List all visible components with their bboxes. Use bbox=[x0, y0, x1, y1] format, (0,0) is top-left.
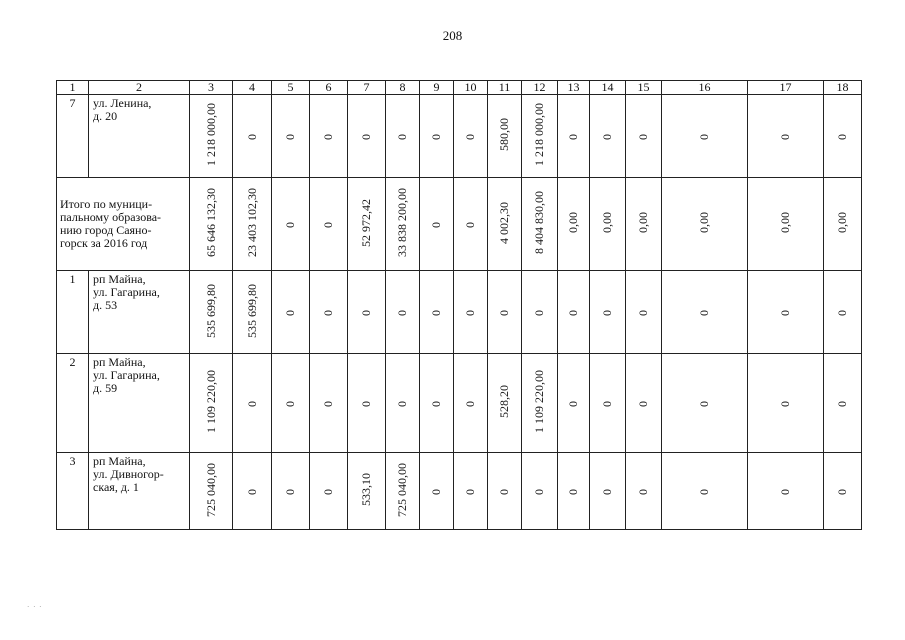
cell-value: 725 040,00 bbox=[203, 462, 218, 517]
column-header: 14 bbox=[590, 81, 626, 95]
value-cell bbox=[420, 453, 454, 530]
cell-value: 0 bbox=[463, 309, 477, 316]
value-cell bbox=[233, 271, 272, 354]
cell-value: 0 bbox=[600, 133, 614, 140]
value-cell bbox=[662, 453, 748, 530]
value-cell bbox=[626, 271, 662, 354]
cell-value: 1 218 000,00 bbox=[203, 103, 218, 166]
cell-value: 0 bbox=[566, 488, 580, 495]
value-cell bbox=[348, 271, 386, 354]
table-row bbox=[57, 271, 862, 354]
cell-value: 8 404 830,00 bbox=[532, 191, 546, 254]
cell-value: 0 bbox=[835, 488, 849, 495]
cell-value: 0 bbox=[429, 400, 443, 407]
cell-value: 0 bbox=[283, 221, 297, 228]
cell-value: 0 bbox=[636, 133, 650, 140]
total-label-line: горск за 2016 год bbox=[60, 236, 148, 250]
value-cell bbox=[558, 354, 590, 453]
data-table bbox=[56, 80, 862, 530]
cell-value: 0 bbox=[429, 221, 443, 228]
cell-value: 0 bbox=[321, 133, 335, 140]
table-row bbox=[57, 354, 862, 453]
row-number: 2 bbox=[57, 354, 89, 453]
cell-value: 535 699,80 bbox=[203, 283, 218, 338]
value-cell bbox=[590, 95, 626, 178]
cell-value: 0,00 bbox=[636, 212, 650, 233]
value-cell bbox=[626, 354, 662, 453]
cell-value: 0 bbox=[283, 400, 297, 407]
cell-value: 0 bbox=[429, 309, 443, 316]
cell-value: 580,00 bbox=[497, 118, 511, 151]
value-cell bbox=[626, 178, 662, 271]
value-cell bbox=[662, 178, 748, 271]
value-cell bbox=[590, 453, 626, 530]
page-number: 208 bbox=[442, 28, 463, 43]
cell-value: 0 bbox=[697, 133, 711, 140]
value-cell bbox=[386, 95, 420, 178]
value-cell bbox=[558, 453, 590, 530]
cell-value: 0 bbox=[359, 133, 373, 140]
value-cell bbox=[488, 95, 522, 178]
value-cell bbox=[190, 178, 233, 271]
value-cell bbox=[488, 271, 522, 354]
cell-value: 0 bbox=[636, 488, 650, 495]
value-cell bbox=[748, 271, 824, 354]
value-cell bbox=[522, 95, 558, 178]
value-cell bbox=[386, 453, 420, 530]
value-cell bbox=[748, 178, 824, 271]
cell-value: 0 bbox=[497, 488, 511, 495]
address-line: ская, д. 1 bbox=[93, 480, 139, 494]
column-header: 18 bbox=[824, 81, 862, 95]
value-cell bbox=[348, 354, 386, 453]
column-header: 10 bbox=[454, 81, 488, 95]
column-header: 15 bbox=[626, 81, 662, 95]
total-label-line: нию город Саяно- bbox=[60, 223, 152, 237]
cell-value: 23 403 102,30 bbox=[244, 188, 259, 257]
cell-value: 0 bbox=[283, 133, 297, 140]
column-header: 17 bbox=[748, 81, 824, 95]
value-cell bbox=[348, 453, 386, 530]
cell-value: 0 bbox=[463, 488, 477, 495]
value-cell bbox=[522, 354, 558, 453]
value-cell bbox=[348, 95, 386, 178]
address-cell bbox=[89, 354, 190, 453]
address-cell bbox=[89, 271, 190, 354]
cell-value: 52 972,42 bbox=[359, 198, 373, 247]
value-cell bbox=[626, 453, 662, 530]
column-header: 12 bbox=[522, 81, 558, 95]
value-cell bbox=[558, 178, 590, 271]
column-header: 13 bbox=[558, 81, 590, 95]
value-cell bbox=[190, 354, 233, 453]
value-cell bbox=[233, 178, 272, 271]
value-cell bbox=[420, 271, 454, 354]
value-cell bbox=[420, 95, 454, 178]
column-header: 8 bbox=[386, 81, 420, 95]
column-header: 5 bbox=[272, 81, 310, 95]
value-cell bbox=[488, 453, 522, 530]
value-cell bbox=[233, 453, 272, 530]
address-line: ул. Гагарина, bbox=[93, 285, 160, 299]
column-header: 7 bbox=[348, 81, 386, 95]
cell-value: 0 bbox=[321, 488, 335, 495]
cell-value: 0 bbox=[636, 400, 650, 407]
scan-mark: · · · bbox=[27, 603, 43, 611]
cell-value: 0 bbox=[463, 221, 477, 228]
address-cell bbox=[89, 453, 190, 530]
value-cell bbox=[233, 354, 272, 453]
cell-value: 0 bbox=[835, 133, 849, 140]
cell-value: 0 bbox=[395, 133, 409, 140]
cell-value: 0 bbox=[244, 133, 259, 140]
cell-value: 0 bbox=[636, 309, 650, 316]
total-label-line: пальному образова- bbox=[60, 210, 162, 224]
cell-value: 0 bbox=[395, 400, 409, 407]
cell-value: 1 109 220,00 bbox=[532, 370, 546, 433]
value-cell bbox=[420, 354, 454, 453]
value-cell bbox=[824, 95, 862, 178]
cell-value: 0 bbox=[283, 309, 297, 316]
cell-value: 535 699,80 bbox=[244, 283, 259, 338]
cell-value: 0 bbox=[697, 400, 711, 407]
value-cell bbox=[190, 95, 233, 178]
value-cell bbox=[626, 95, 662, 178]
cell-value: 0 bbox=[697, 309, 711, 316]
cell-value: 0,00 bbox=[600, 212, 614, 233]
address-line: ул. Гагарина, bbox=[93, 368, 160, 382]
cell-value: 0 bbox=[244, 488, 259, 495]
cell-value: 0 bbox=[395, 309, 409, 316]
value-cell bbox=[522, 271, 558, 354]
value-cell bbox=[488, 178, 522, 271]
value-cell bbox=[386, 271, 420, 354]
cell-value: 0 bbox=[778, 400, 792, 407]
value-cell bbox=[190, 271, 233, 354]
value-cell bbox=[590, 271, 626, 354]
column-header: 4 bbox=[233, 81, 272, 95]
value-cell bbox=[420, 178, 454, 271]
value-cell bbox=[748, 453, 824, 530]
cell-value: 33 838 200,00 bbox=[395, 188, 409, 257]
column-header: 6 bbox=[310, 81, 348, 95]
value-cell bbox=[454, 354, 488, 453]
value-cell bbox=[558, 271, 590, 354]
column-header: 1 bbox=[57, 81, 89, 95]
total-label bbox=[57, 178, 190, 271]
value-cell bbox=[748, 95, 824, 178]
row-number: 3 bbox=[57, 453, 89, 530]
cell-value: 0 bbox=[429, 488, 443, 495]
cell-value: 0 bbox=[244, 400, 259, 407]
cell-value: 0 bbox=[359, 309, 373, 316]
cell-value: 0 bbox=[532, 488, 546, 495]
value-cell bbox=[748, 354, 824, 453]
value-cell bbox=[386, 178, 420, 271]
cell-value: 0 bbox=[835, 400, 849, 407]
cell-value: 0 bbox=[566, 133, 580, 140]
value-cell bbox=[824, 271, 862, 354]
cell-value: 0 bbox=[600, 309, 614, 316]
value-cell bbox=[590, 354, 626, 453]
cell-value: 0 bbox=[321, 221, 335, 228]
value-cell bbox=[310, 95, 348, 178]
table-row bbox=[57, 95, 862, 178]
cell-value: 725 040,00 bbox=[395, 462, 409, 517]
cell-value: 0 bbox=[697, 488, 711, 495]
value-cell bbox=[558, 95, 590, 178]
value-cell bbox=[454, 178, 488, 271]
cell-value: 0 bbox=[600, 400, 614, 407]
value-cell bbox=[310, 178, 348, 271]
value-cell bbox=[824, 453, 862, 530]
value-cell bbox=[272, 453, 310, 530]
cell-value: 0 bbox=[463, 133, 477, 140]
value-cell bbox=[454, 95, 488, 178]
cell-value: 0 bbox=[321, 309, 335, 316]
column-header: 9 bbox=[420, 81, 454, 95]
cell-value: 1 218 000,00 bbox=[532, 103, 546, 166]
value-cell bbox=[190, 453, 233, 530]
address-line: д. 20 bbox=[93, 109, 118, 123]
header-row bbox=[57, 81, 862, 95]
value-cell bbox=[348, 178, 386, 271]
cell-value: 0 bbox=[566, 400, 580, 407]
value-cell bbox=[824, 354, 862, 453]
cell-value: 0 bbox=[778, 488, 792, 495]
value-cell bbox=[522, 453, 558, 530]
cell-value: 0,00 bbox=[778, 212, 792, 233]
value-cell bbox=[272, 95, 310, 178]
value-cell bbox=[590, 178, 626, 271]
address-line: д. 59 bbox=[93, 381, 118, 395]
cell-value: 528,20 bbox=[497, 385, 511, 418]
value-cell bbox=[824, 178, 862, 271]
cell-value: 0 bbox=[778, 309, 792, 316]
value-cell bbox=[233, 95, 272, 178]
cell-value: 0 bbox=[497, 309, 511, 316]
cell-value: 0 bbox=[778, 133, 792, 140]
value-cell bbox=[310, 354, 348, 453]
cell-value: 0 bbox=[321, 400, 335, 407]
cell-value: 0 bbox=[600, 488, 614, 495]
cell-value: 0 bbox=[283, 488, 297, 495]
value-cell bbox=[272, 178, 310, 271]
cell-value: 0 bbox=[359, 400, 373, 407]
address-line: рп Майна, bbox=[93, 355, 146, 369]
column-header: 16 bbox=[662, 81, 748, 95]
row-number: 7 bbox=[57, 95, 89, 178]
value-cell bbox=[662, 95, 748, 178]
value-cell bbox=[310, 271, 348, 354]
value-cell bbox=[522, 178, 558, 271]
cell-value: 0,00 bbox=[697, 212, 711, 233]
address-line: рп Майна, bbox=[93, 454, 146, 468]
value-cell bbox=[454, 271, 488, 354]
value-cell bbox=[488, 354, 522, 453]
value-cell bbox=[662, 354, 748, 453]
column-header: 11 bbox=[488, 81, 522, 95]
address-cell bbox=[89, 95, 190, 178]
total-label-line: Итого по муници- bbox=[60, 197, 153, 211]
row-number: 1 bbox=[57, 271, 89, 354]
cell-value: 0 bbox=[463, 400, 477, 407]
address-line: рп Майна, bbox=[93, 272, 146, 286]
cell-value: 0,00 bbox=[835, 212, 849, 233]
column-header: 3 bbox=[190, 81, 233, 95]
address-line: ул. Дивногор- bbox=[93, 467, 164, 481]
value-cell bbox=[662, 271, 748, 354]
cell-value: 0 bbox=[566, 309, 580, 316]
table-row bbox=[57, 453, 862, 530]
cell-value: 0 bbox=[532, 309, 546, 316]
cell-value: 0 bbox=[835, 309, 849, 316]
value-cell bbox=[272, 354, 310, 453]
cell-value: 4 002,30 bbox=[497, 201, 511, 244]
value-cell bbox=[386, 354, 420, 453]
cell-value: 0,00 bbox=[566, 212, 580, 233]
cell-value: 65 646 132,30 bbox=[203, 188, 218, 257]
total-row bbox=[57, 178, 862, 271]
column-header: 2 bbox=[89, 81, 190, 95]
value-cell bbox=[272, 271, 310, 354]
address-line: д. 53 bbox=[93, 298, 118, 312]
value-cell bbox=[454, 453, 488, 530]
address-line: ул. Ленина, bbox=[93, 96, 152, 110]
cell-value: 1 109 220,00 bbox=[203, 370, 218, 433]
cell-value: 0 bbox=[429, 133, 443, 140]
cell-value: 533,10 bbox=[359, 473, 373, 506]
value-cell bbox=[310, 453, 348, 530]
